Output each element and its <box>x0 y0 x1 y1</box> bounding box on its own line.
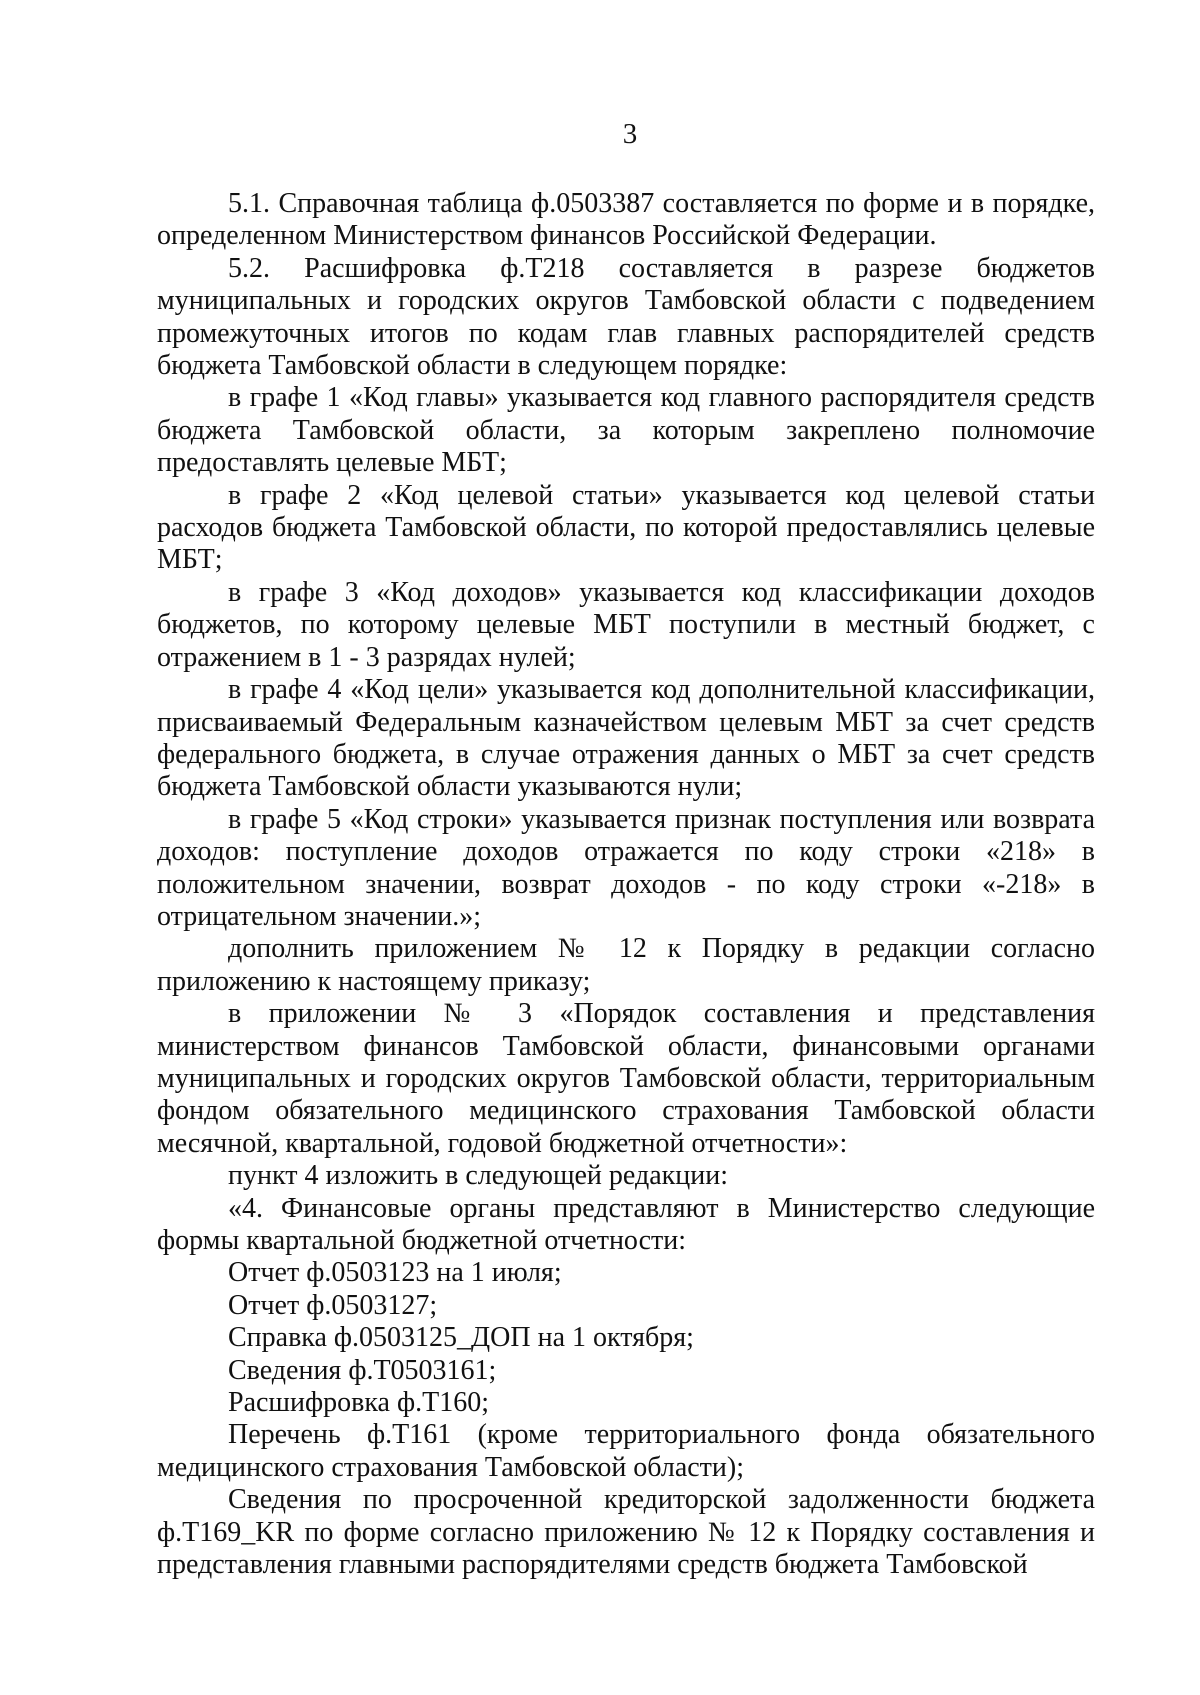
paragraph-list-t161: Перечень ф.Т161 (кроме территориального фонда обязательного медицинского страхования Тамбовской области); <box>157 1419 1095 1483</box>
paragraph-column-2: в графе 2 «Код целевой статьи» указывается код целевой статьи расходов бюджета Тамбовской области, по которой предоставлялись целевые МБТ; <box>157 479 1095 576</box>
paragraph-5-2: 5.2. Расшифровка ф.Т218 составляется в разрезе бюджетов муниципальных и городских округов Тамбовской области с подведением промежуточных итогов по кодам глав главных распорядителей средств бюджета Тамбовской области в следующем порядке: <box>157 252 1095 382</box>
list-item: Расшифровка ф.Т160; <box>228 1387 489 1419</box>
paragraph-clause-4: пункт 4 изложить в следующей редакции: <box>228 1160 728 1192</box>
list-item: Сведения ф.Т0503161; <box>228 1354 497 1386</box>
document-body <box>157 188 1095 1581</box>
list-item: Справка ф.0503125_ДОП на 1 октября; <box>228 1322 694 1354</box>
list-item: Отчет ф.0503123 на 1 июля; <box>228 1257 562 1289</box>
paragraph-column-3: в графе 3 «Код доходов» указывается код классификации доходов бюджетов, по которому целевые МБТ поступили в местный бюджет, с отражением в 1 - 3 разрядах нулей; <box>157 576 1095 673</box>
list-item: Отчет ф.0503127; <box>228 1289 438 1321</box>
paragraph-supplement: дополнить приложением № 12 к Порядку в редакции согласно приложению к настоящему приказу; <box>157 933 1095 997</box>
paragraph-list-t169: Сведения по просроченной кредиторской задолженности бюджета ф.Т169_KR по форме согласно приложению № 12 к Порядку составления и представления главными распорядителями средств бюджета Тамбовской <box>157 1484 1095 1581</box>
paragraph-5-1: 5.1. Справочная таблица ф.0503387 составляется по форме и в порядке, определенном Министерством финансов Российской Федерации. <box>157 188 1095 252</box>
page-number: 3 <box>622 118 638 150</box>
paragraph-column-4: в графе 4 «Код цели» указывается код дополнительной классификации, присваиваемый Федеральным казначейством целевым МБТ за счет средств федерального бюджета, в случае отражения данных о МБТ за счет средств бюджета Тамбовской области указываются нули; <box>157 674 1095 803</box>
paragraph-column-1: в графе 1 «Код главы» указывается код главного распорядителя средств бюджета Тамбовской области, за которым закреплено полномочие предоставлять целевые МБТ; <box>157 382 1095 479</box>
paragraph-column-5: в графе 5 «Код строки» указывается признак поступления или возврата доходов: поступление доходов отражается по коду строки «218» в положительном значении, возврат доходов - по коду строки «-218» в отрицательном значении.»; <box>157 803 1095 932</box>
paragraph-appendix-3: в приложении № 3 «Порядок составления и представления министерством финансов Тамбовской области, финансовыми органами муниципальных и городских округов Тамбовской области, территориальным фондом обязательного медицинского страхования Тамбовской области месячной, квартальной, годовой бюджетной отчетности»: <box>157 998 1095 1159</box>
paragraph-clause-4-text: «4. Финансовые органы представляют в Министерство следующие формы квартальной бюджетной отчетности: <box>157 1192 1095 1256</box>
